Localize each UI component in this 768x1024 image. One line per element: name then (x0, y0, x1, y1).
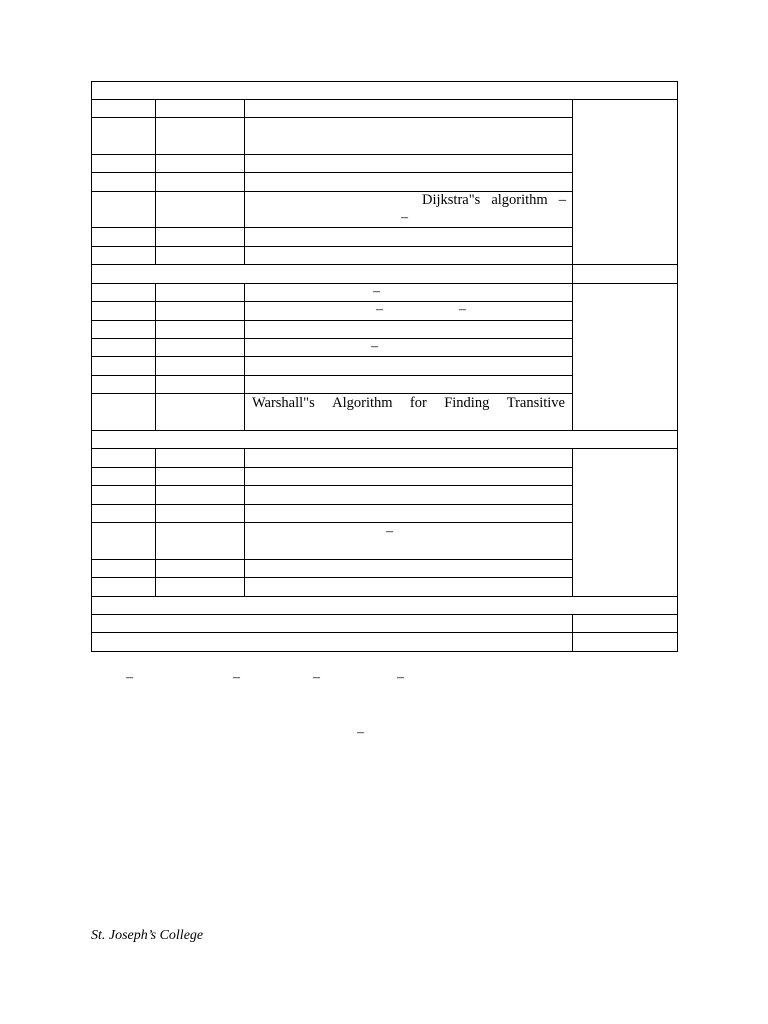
algorithm-word-2: Algorithm (332, 395, 393, 411)
row-b1-dash: – (373, 284, 380, 299)
row-b2-dash-a: – (376, 302, 383, 317)
transitive-word: Transitive (506, 395, 565, 411)
finding-word: Finding (444, 395, 490, 411)
row-b2-dash-b: – (459, 302, 466, 317)
footer-college-name: St. Joseph’s College (91, 928, 204, 943)
below-dash-5: – (357, 725, 364, 740)
warshall-text (252, 396, 565, 411)
dijkstra-second-line-dash: – (401, 210, 408, 225)
for-word: for (409, 395, 427, 411)
row-c5-dash: – (386, 524, 393, 539)
below-dash-3: – (313, 670, 320, 685)
below-dash-2: – (233, 670, 240, 685)
dijkstra-text (422, 193, 566, 208)
row-b4-dash: – (371, 339, 378, 354)
warshall-word: Warshall"s (252, 395, 315, 411)
below-dash-1: – (126, 670, 133, 685)
dijkstra-trailing-dash: – (558, 192, 566, 208)
algorithm-word: algorithm (491, 192, 548, 208)
below-dash-4: – (397, 670, 404, 685)
dijkstra-word: Dijkstra"s (422, 192, 481, 208)
